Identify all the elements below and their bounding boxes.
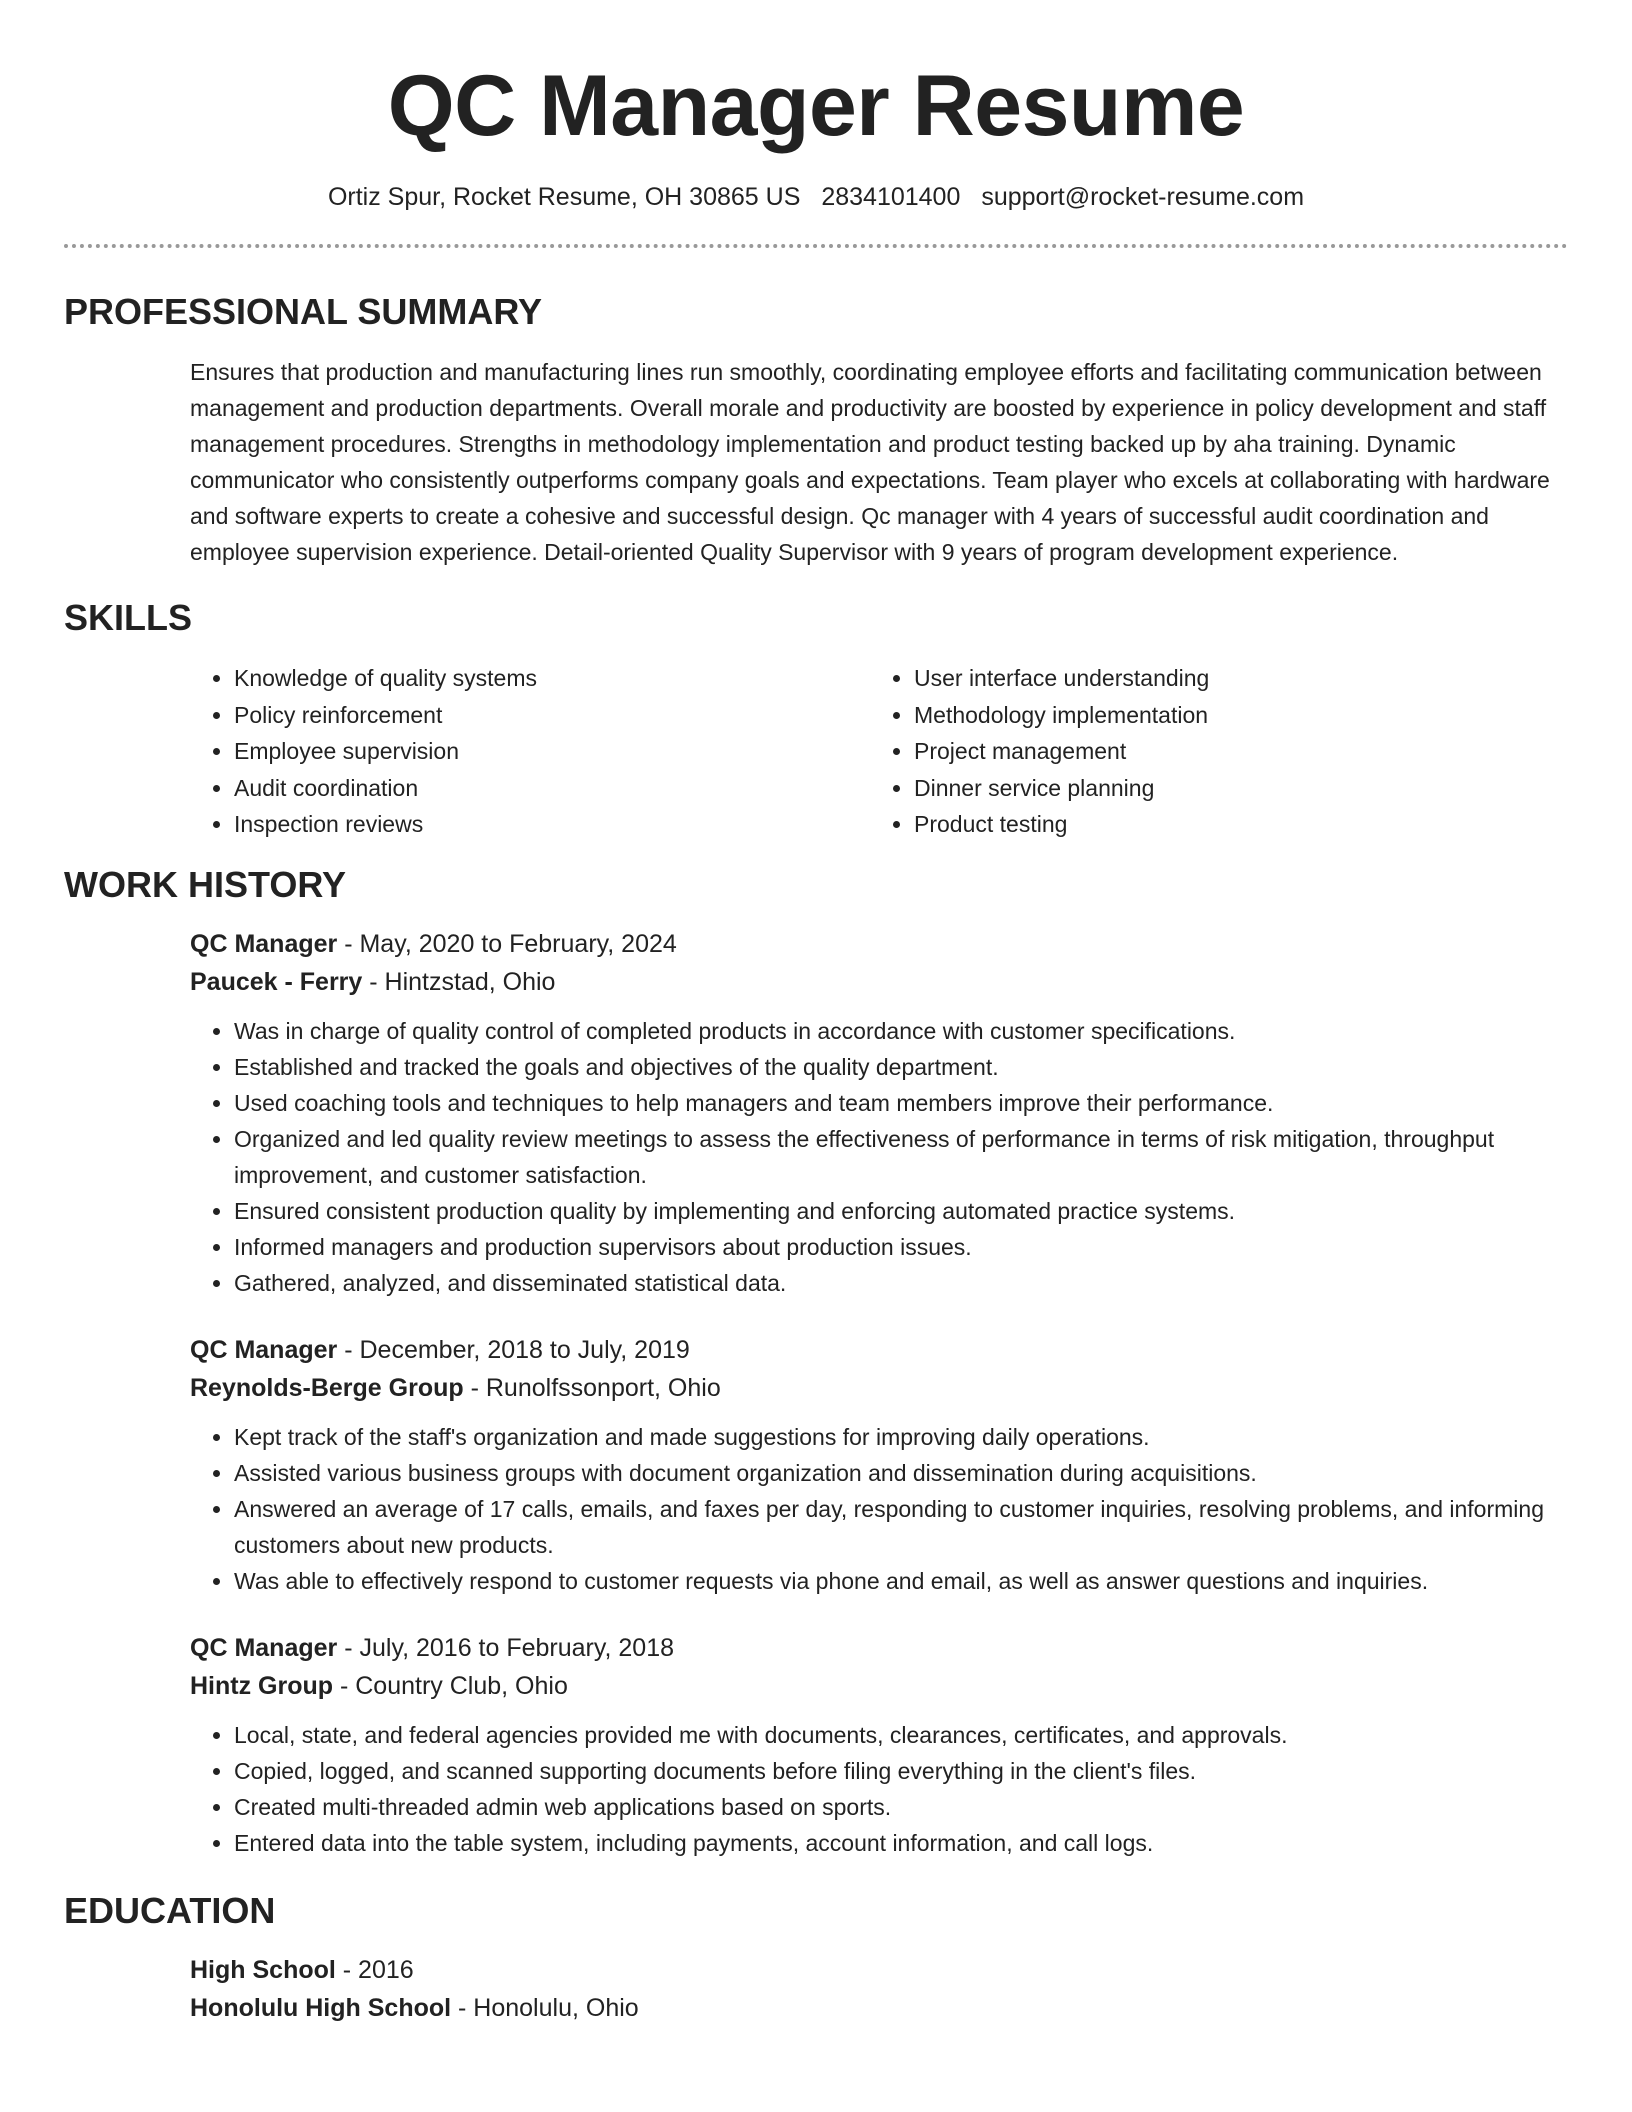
job-location: - Hintzstad, Ohio	[362, 967, 556, 996]
education-degree: High School	[190, 1955, 336, 1984]
skill-item: • Knowledge of quality systems	[234, 660, 870, 697]
skills-column-left	[190, 660, 870, 843]
skill-item: • Policy reinforcement	[234, 697, 870, 734]
education-year: - 2016	[335, 1955, 414, 1984]
resume-title: QC Manager Resume	[387, 58, 1245, 154]
contact-email: support@rocket-resume.com	[981, 183, 1305, 211]
contact-address: Ortiz Spur, Rocket Resume, OH 30865 US	[327, 183, 801, 211]
job-bullet: • Was in charge of quality control of completed products in accordance with customer specifications.	[234, 1013, 1568, 1049]
job-bullets	[190, 1717, 1568, 1861]
job-entry	[64, 925, 1568, 1301]
job-bullet: • Gathered, analyzed, and disseminated statistical data.	[234, 1265, 1568, 1301]
job-company-line	[190, 1667, 1568, 1705]
job-dates: - December, 2018 to July, 2019	[337, 1335, 690, 1364]
education-section	[64, 1889, 1568, 2027]
job-bullet: • Used coaching tools and techniques to help managers and team members improve their performance.	[234, 1085, 1568, 1121]
work-history-section	[64, 863, 1568, 1861]
job-company: Paucek - Ferry	[190, 967, 363, 996]
job-dates: - May, 2020 to February, 2024	[337, 929, 677, 958]
job-role: QC Manager	[190, 1335, 338, 1364]
skills-grid	[64, 660, 1568, 843]
summary-section	[64, 290, 1568, 570]
job-location: - Runolfssonport, Ohio	[463, 1373, 721, 1402]
skill-item: • Dinner service planning	[914, 770, 1550, 807]
job-bullet: • Assisted various business groups with document organization and dissemination during acquisitions.	[234, 1455, 1568, 1491]
job-bullet: • Ensured consistent production quality by implementing and enforcing automated practice systems.	[234, 1193, 1568, 1229]
job-company-line	[190, 963, 1568, 1001]
skills-section	[64, 596, 1568, 843]
job-title-line	[190, 1629, 1568, 1667]
contact-phone: 2834101400	[821, 183, 961, 211]
skill-item: • Product testing	[914, 806, 1550, 843]
job-dates: - July, 2016 to February, 2018	[337, 1633, 675, 1662]
job-company: Reynolds-Berge Group	[190, 1373, 464, 1402]
education-school: Honolulu High School	[190, 1993, 452, 2022]
job-bullet: • Established and tracked the goals and objectives of the quality department.	[234, 1049, 1568, 1085]
education-heading: EDUCATION	[64, 1889, 276, 1931]
job-entry	[64, 1331, 1568, 1599]
job-title-line	[190, 1331, 1568, 1369]
contact-line	[64, 182, 1568, 212]
job-bullet: • Copied, logged, and scanned supporting documents before filing everything in the client's files.	[234, 1753, 1568, 1789]
job-role: QC Manager	[190, 1633, 338, 1662]
skills-column-right	[870, 660, 1550, 843]
header-divider	[64, 244, 1568, 248]
education-school-line	[190, 1989, 1568, 2027]
job-bullet: • Created multi-threaded admin web applications based on sports.	[234, 1789, 1568, 1825]
job-bullet: • Was able to effectively respond to customer requests via phone and email, as well as answer questions and inquiries.	[234, 1563, 1568, 1599]
summary-heading: PROFESSIONAL SUMMARY	[64, 291, 543, 332]
resume-header	[64, 0, 1568, 248]
job-bullet: • Local, state, and federal agencies provided me with documents, clearances, certificates, and approvals.	[234, 1717, 1568, 1753]
summary-text: Ensures that production and manufacturing lines run smoothly, coordinating employee efforts and facilitating communication between management and production departments. Overall morale and productivity are boosted by experience in policy development and staff management procedures. Strengths in methodology implementation and product testing backed up by aha training. Dynamic communicator who consistently outperforms company goals and expectations. Team player who excels at collaborating with hardware and software experts to create a cohesive and successful design. Qc manager with 4 years of successful audit coordination and employee supervision experience. Detail-oriented Quality Supervisor with 9 years of program development experience.	[190, 359, 1550, 565]
education-entry	[64, 1951, 1568, 2027]
job-role: QC Manager	[190, 929, 338, 958]
skill-item: • Audit coordination	[234, 770, 870, 807]
job-company: Hintz Group	[190, 1671, 334, 1700]
job-bullet: • Informed managers and production supervisors about production issues.	[234, 1229, 1568, 1265]
skill-item: • Project management	[914, 733, 1550, 770]
education-degree-line	[190, 1951, 1568, 1989]
work-history-heading: WORK HISTORY	[64, 863, 347, 905]
skill-item: • Inspection reviews	[234, 806, 870, 843]
skill-item: • Methodology implementation	[914, 697, 1550, 734]
skills-heading: SKILLS	[64, 597, 193, 638]
job-location: - Country Club, Ohio	[333, 1671, 568, 1700]
job-bullet: • Answered an average of 17 calls, emails, and faxes per day, responding to customer inquiries, resolving problems, and informing customers about new products.	[234, 1491, 1568, 1563]
job-bullet: • Kept track of the staff's organization and made suggestions for improving daily operations.	[234, 1419, 1568, 1455]
job-bullets	[190, 1013, 1568, 1301]
job-bullets	[190, 1419, 1568, 1599]
job-title-line	[190, 925, 1568, 963]
job-entry	[64, 1629, 1568, 1861]
skill-item: • Employee supervision	[234, 733, 870, 770]
job-bullet: • Entered data into the table system, including payments, account information, and call logs.	[234, 1825, 1568, 1861]
job-company-line	[190, 1369, 1568, 1407]
education-location: - Honolulu, Ohio	[451, 1993, 639, 2022]
job-bullet: • Organized and led quality review meetings to assess the effectiveness of performance in terms of risk mitigation, throughput improvement, and customer satisfaction.	[234, 1121, 1568, 1193]
skill-item: • User interface understanding	[914, 660, 1550, 697]
